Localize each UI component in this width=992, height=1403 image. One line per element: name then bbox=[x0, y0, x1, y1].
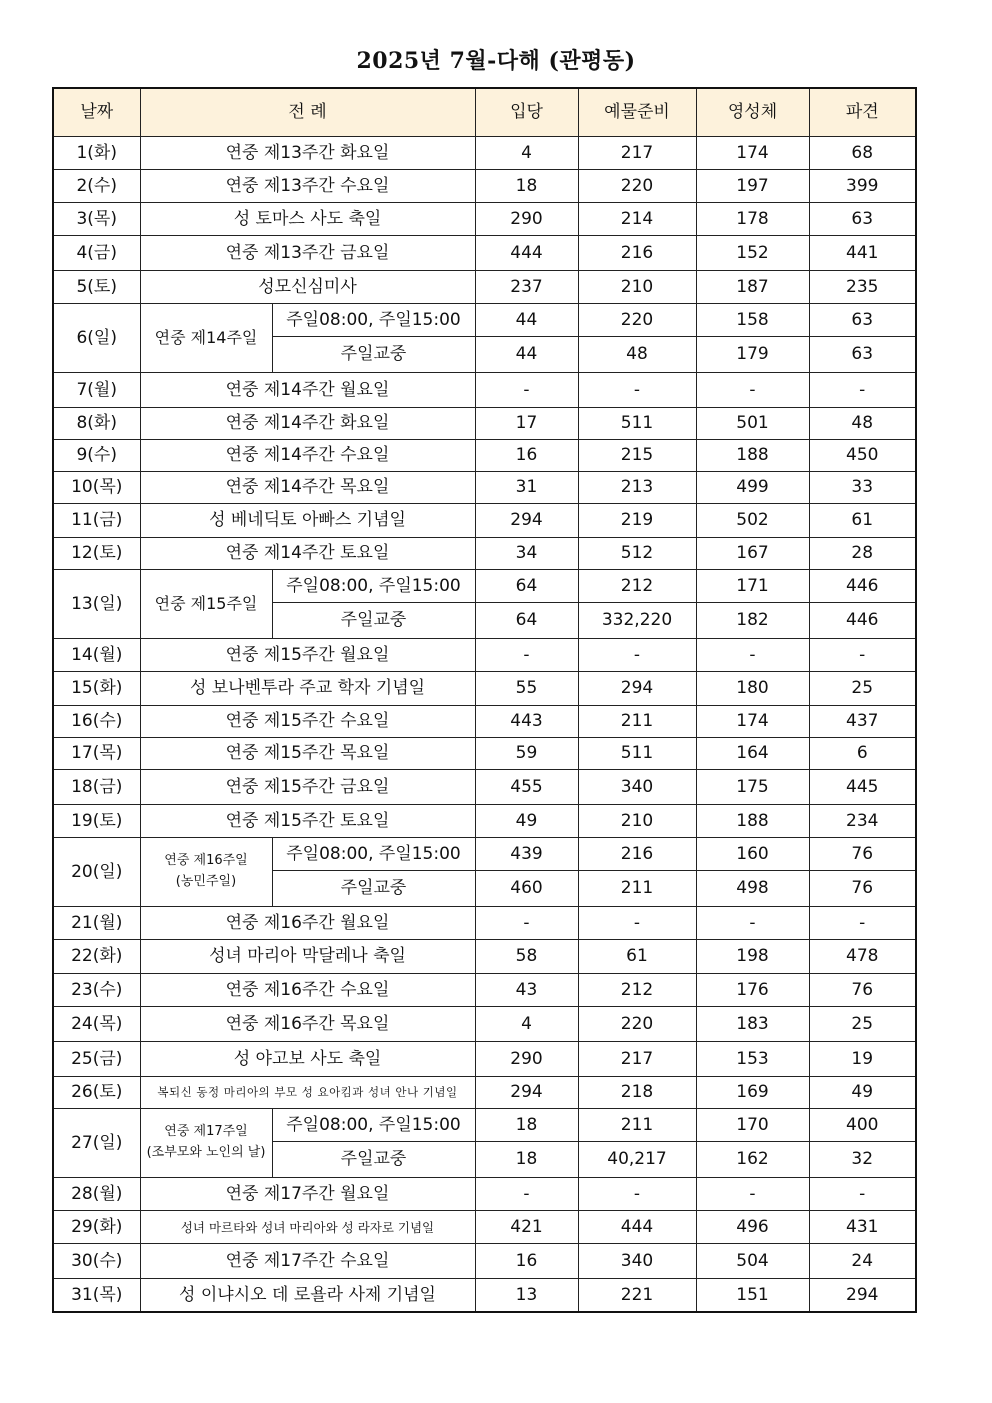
liturgy-name-cell: 연중 제16주간 월요일 bbox=[140, 907, 475, 940]
communion-cell: - bbox=[696, 1178, 809, 1211]
header-date: 날짜 bbox=[53, 88, 140, 137]
entrance-cell: 4 bbox=[475, 1007, 578, 1042]
offertory-cell: 220 bbox=[578, 304, 696, 337]
table-row bbox=[53, 1211, 916, 1244]
offertory-cell: 220 bbox=[578, 1007, 696, 1042]
offertory-cell: 211 bbox=[578, 706, 696, 738]
entrance-cell: 290 bbox=[475, 203, 578, 236]
date-cell: 20(일) bbox=[53, 838, 140, 907]
entrance-cell: 64 bbox=[475, 603, 578, 639]
communion-cell: 160 bbox=[696, 838, 809, 871]
offertory-cell: 294 bbox=[578, 672, 696, 706]
offertory-cell: 216 bbox=[578, 236, 696, 271]
offertory-cell: 210 bbox=[578, 271, 696, 304]
table-row bbox=[53, 271, 916, 304]
communion-cell: 197 bbox=[696, 170, 809, 203]
offertory-cell: 61 bbox=[578, 940, 696, 974]
entrance-cell: 237 bbox=[475, 271, 578, 304]
liturgy-name-cell: 성 이냐시오 데 로욜라 사제 기념일 bbox=[140, 1279, 475, 1312]
entrance-cell: 34 bbox=[475, 538, 578, 570]
communion-cell: 152 bbox=[696, 236, 809, 271]
communion-cell: - bbox=[696, 373, 809, 408]
table-row bbox=[53, 838, 916, 871]
date-cell: 4(금) bbox=[53, 236, 140, 271]
table-row bbox=[53, 408, 916, 440]
communion-cell: - bbox=[696, 907, 809, 940]
communion-cell: 170 bbox=[696, 1109, 809, 1142]
communion-cell: 496 bbox=[696, 1211, 809, 1244]
liturgy-name-cell: 연중 제16주간 목요일 bbox=[140, 1007, 475, 1042]
dismissal-cell: - bbox=[809, 639, 916, 672]
communion-cell: 182 bbox=[696, 603, 809, 639]
offertory-cell: 212 bbox=[578, 974, 696, 1007]
date-cell: 27(일) bbox=[53, 1109, 140, 1178]
entrance-cell: 444 bbox=[475, 236, 578, 271]
date-cell: 30(수) bbox=[53, 1244, 140, 1279]
entrance-cell: 49 bbox=[475, 805, 578, 838]
table-row bbox=[53, 738, 916, 770]
offertory-cell: - bbox=[578, 373, 696, 408]
dismissal-cell: 33 bbox=[809, 472, 916, 504]
offertory-cell: 221 bbox=[578, 1279, 696, 1312]
date-cell: 1(화) bbox=[53, 137, 140, 170]
dismissal-cell: 63 bbox=[809, 203, 916, 236]
dismissal-cell: 446 bbox=[809, 603, 916, 639]
dismissal-cell: 399 bbox=[809, 170, 916, 203]
dismissal-cell: - bbox=[809, 1178, 916, 1211]
offertory-cell: 48 bbox=[578, 337, 696, 373]
table-row bbox=[53, 570, 916, 603]
dismissal-cell: 234 bbox=[809, 805, 916, 838]
table-row bbox=[53, 472, 916, 504]
communion-cell: 164 bbox=[696, 738, 809, 770]
dismissal-cell: 6 bbox=[809, 738, 916, 770]
mass-time-cell: 주일교중 bbox=[272, 603, 475, 639]
date-cell: 16(수) bbox=[53, 706, 140, 738]
table-row bbox=[53, 236, 916, 271]
table-row bbox=[53, 373, 916, 408]
entrance-cell: 443 bbox=[475, 706, 578, 738]
entrance-cell: 44 bbox=[475, 304, 578, 337]
liturgy-name-cell: 성 베네딕토 아빠스 기념일 bbox=[140, 504, 475, 538]
sunday-name: 연중 제17주일 bbox=[164, 1124, 248, 1140]
table-row bbox=[53, 1077, 916, 1109]
offertory-cell: 211 bbox=[578, 871, 696, 907]
offertory-cell: 214 bbox=[578, 203, 696, 236]
table-row bbox=[53, 805, 916, 838]
date-cell: 24(목) bbox=[53, 1007, 140, 1042]
dismissal-cell: 28 bbox=[809, 538, 916, 570]
table-row bbox=[53, 538, 916, 570]
dismissal-cell: 294 bbox=[809, 1279, 916, 1312]
liturgy-name-cell: 연중 제13주간 수요일 bbox=[140, 170, 475, 203]
dismissal-cell: 63 bbox=[809, 337, 916, 373]
offertory-cell: - bbox=[578, 907, 696, 940]
sunday-subtitle: (농민주일) bbox=[175, 874, 237, 889]
offertory-cell: 40,217 bbox=[578, 1142, 696, 1178]
dismissal-cell: 48 bbox=[809, 408, 916, 440]
dismissal-cell: 400 bbox=[809, 1109, 916, 1142]
table-row bbox=[53, 639, 916, 672]
communion-cell: 498 bbox=[696, 871, 809, 907]
date-cell: 19(토) bbox=[53, 805, 140, 838]
sunday-name: 연중 제16주일 bbox=[164, 853, 248, 869]
entrance-cell: 59 bbox=[475, 738, 578, 770]
mass-time-cell: 주일교중 bbox=[272, 1142, 475, 1178]
date-cell: 26(토) bbox=[53, 1077, 140, 1109]
dismissal-cell: 446 bbox=[809, 570, 916, 603]
sunday-name-cell: 연중 제15주일 bbox=[140, 570, 272, 639]
communion-cell: 153 bbox=[696, 1042, 809, 1077]
communion-cell: 501 bbox=[696, 408, 809, 440]
entrance-cell: - bbox=[475, 907, 578, 940]
date-cell: 23(수) bbox=[53, 974, 140, 1007]
date-cell: 18(금) bbox=[53, 770, 140, 805]
communion-cell: 178 bbox=[696, 203, 809, 236]
entrance-cell: 43 bbox=[475, 974, 578, 1007]
sunday-subtitle: (조부모와 노인의 날) bbox=[146, 1145, 266, 1160]
liturgy-name-cell: 성모신심미사 bbox=[140, 271, 475, 304]
dismissal-cell: - bbox=[809, 907, 916, 940]
date-cell: 14(월) bbox=[53, 639, 140, 672]
dismissal-cell: 68 bbox=[809, 137, 916, 170]
dismissal-cell: 76 bbox=[809, 871, 916, 907]
header-communion: 영성체 bbox=[696, 88, 809, 137]
communion-cell: 174 bbox=[696, 137, 809, 170]
offertory-cell: 218 bbox=[578, 1077, 696, 1109]
date-cell: 13(일) bbox=[53, 570, 140, 639]
table-body bbox=[53, 137, 916, 1312]
offertory-cell: 210 bbox=[578, 805, 696, 838]
date-cell: 17(목) bbox=[53, 738, 140, 770]
table-row bbox=[53, 907, 916, 940]
date-cell: 6(일) bbox=[53, 304, 140, 373]
date-cell: 31(목) bbox=[53, 1279, 140, 1312]
sunday-name-cell bbox=[140, 838, 272, 907]
date-cell: 21(월) bbox=[53, 907, 140, 940]
communion-cell: 183 bbox=[696, 1007, 809, 1042]
offertory-cell: 511 bbox=[578, 738, 696, 770]
liturgy-name-cell: 연중 제15주간 금요일 bbox=[140, 770, 475, 805]
date-cell: 29(화) bbox=[53, 1211, 140, 1244]
offertory-cell: 220 bbox=[578, 170, 696, 203]
communion-cell: 174 bbox=[696, 706, 809, 738]
entrance-cell: 16 bbox=[475, 1244, 578, 1279]
communion-cell: 179 bbox=[696, 337, 809, 373]
entrance-cell: 18 bbox=[475, 1109, 578, 1142]
offertory-cell: 213 bbox=[578, 472, 696, 504]
liturgy-name-cell: 복되신 동정 마리아의 부모 성 요아킴과 성녀 안나 기념일 bbox=[140, 1077, 475, 1109]
page-title: 2025년 7월-다해 (관평동) bbox=[356, 48, 636, 74]
mass-time-cell: 주일08:00, 주일15:00 bbox=[272, 838, 475, 871]
liturgy-name-cell: 연중 제14주간 수요일 bbox=[140, 440, 475, 472]
date-cell: 5(토) bbox=[53, 271, 140, 304]
entrance-cell: 18 bbox=[475, 1142, 578, 1178]
entrance-cell: 44 bbox=[475, 337, 578, 373]
dismissal-cell: 32 bbox=[809, 1142, 916, 1178]
dismissal-cell: 76 bbox=[809, 838, 916, 871]
liturgy-name-cell: 연중 제15주간 토요일 bbox=[140, 805, 475, 838]
mass-time-cell: 주일교중 bbox=[272, 337, 475, 373]
entrance-cell: 290 bbox=[475, 1042, 578, 1077]
communion-cell: 502 bbox=[696, 504, 809, 538]
liturgy-name-cell: 성녀 마르타와 성녀 마리아와 성 라자로 기념일 bbox=[140, 1211, 475, 1244]
dismissal-cell: 441 bbox=[809, 236, 916, 271]
mass-time-cell: 주일교중 bbox=[272, 871, 475, 907]
offertory-cell: 332,220 bbox=[578, 603, 696, 639]
offertory-cell: 511 bbox=[578, 408, 696, 440]
liturgy-name-cell: 연중 제14주간 목요일 bbox=[140, 472, 475, 504]
table-row bbox=[53, 1244, 916, 1279]
offertory-cell: 219 bbox=[578, 504, 696, 538]
communion-cell: 158 bbox=[696, 304, 809, 337]
table-row bbox=[53, 1109, 916, 1142]
table-row bbox=[53, 440, 916, 472]
communion-cell: 188 bbox=[696, 805, 809, 838]
table-row bbox=[53, 770, 916, 805]
offertory-cell: - bbox=[578, 639, 696, 672]
offertory-cell: 340 bbox=[578, 770, 696, 805]
offertory-cell: 340 bbox=[578, 1244, 696, 1279]
date-cell: 15(화) bbox=[53, 672, 140, 706]
table-row bbox=[53, 1279, 916, 1312]
entrance-cell: 31 bbox=[475, 472, 578, 504]
header-dismissal: 파견 bbox=[809, 88, 916, 137]
table-row bbox=[53, 974, 916, 1007]
liturgy-name-cell: 연중 제17주간 월요일 bbox=[140, 1178, 475, 1211]
entrance-cell: 58 bbox=[475, 940, 578, 974]
dismissal-cell: 76 bbox=[809, 974, 916, 1007]
sunday-name-cell: 연중 제14주일 bbox=[140, 304, 272, 373]
dismissal-cell: 63 bbox=[809, 304, 916, 337]
date-cell: 8(화) bbox=[53, 408, 140, 440]
offertory-cell: 216 bbox=[578, 838, 696, 871]
entrance-cell: 294 bbox=[475, 504, 578, 538]
liturgy-name-cell: 성 보나벤투라 주교 학자 기념일 bbox=[140, 672, 475, 706]
liturgy-name-cell: 연중 제14주간 월요일 bbox=[140, 373, 475, 408]
table-row bbox=[53, 1042, 916, 1077]
header-entrance: 입당 bbox=[475, 88, 578, 137]
offertory-cell: - bbox=[578, 1178, 696, 1211]
liturgy-name-cell: 연중 제15주간 수요일 bbox=[140, 706, 475, 738]
liturgy-name-cell: 연중 제13주간 금요일 bbox=[140, 236, 475, 271]
communion-cell: 175 bbox=[696, 770, 809, 805]
header-liturgy: 전 례 bbox=[140, 88, 475, 137]
communion-cell: 188 bbox=[696, 440, 809, 472]
communion-cell: 171 bbox=[696, 570, 809, 603]
table-row bbox=[53, 672, 916, 706]
dismissal-cell: 450 bbox=[809, 440, 916, 472]
date-cell: 3(목) bbox=[53, 203, 140, 236]
date-cell: 12(토) bbox=[53, 538, 140, 570]
dismissal-cell: 61 bbox=[809, 504, 916, 538]
dismissal-cell: 25 bbox=[809, 1007, 916, 1042]
entrance-cell: 421 bbox=[475, 1211, 578, 1244]
mass-time-cell: 주일08:00, 주일15:00 bbox=[272, 1109, 475, 1142]
communion-cell: 504 bbox=[696, 1244, 809, 1279]
liturgy-name-cell: 연중 제14주간 화요일 bbox=[140, 408, 475, 440]
liturgy-name-cell: 연중 제13주간 화요일 bbox=[140, 137, 475, 170]
offertory-cell: 215 bbox=[578, 440, 696, 472]
table-row bbox=[53, 203, 916, 236]
offertory-cell: 512 bbox=[578, 538, 696, 570]
date-cell: 2(수) bbox=[53, 170, 140, 203]
date-cell: 28(월) bbox=[53, 1178, 140, 1211]
table-header-row bbox=[53, 88, 916, 137]
communion-cell: 167 bbox=[696, 538, 809, 570]
liturgy-name-cell: 연중 제14주간 토요일 bbox=[140, 538, 475, 570]
dismissal-cell: 478 bbox=[809, 940, 916, 974]
entrance-cell: 4 bbox=[475, 137, 578, 170]
date-cell: 7(월) bbox=[53, 373, 140, 408]
entrance-cell: 64 bbox=[475, 570, 578, 603]
date-cell: 22(화) bbox=[53, 940, 140, 974]
entrance-cell: 16 bbox=[475, 440, 578, 472]
entrance-cell: 18 bbox=[475, 170, 578, 203]
table-row bbox=[53, 940, 916, 974]
communion-cell: 169 bbox=[696, 1077, 809, 1109]
dismissal-cell: 437 bbox=[809, 706, 916, 738]
entrance-cell: 439 bbox=[475, 838, 578, 871]
communion-cell: - bbox=[696, 639, 809, 672]
liturgy-name-cell: 연중 제17주간 수요일 bbox=[140, 1244, 475, 1279]
liturgy-name-cell: 성 야고보 사도 축일 bbox=[140, 1042, 475, 1077]
offertory-cell: 444 bbox=[578, 1211, 696, 1244]
dismissal-cell: 24 bbox=[809, 1244, 916, 1279]
offertory-cell: 217 bbox=[578, 1042, 696, 1077]
dismissal-cell: - bbox=[809, 373, 916, 408]
date-cell: 25(금) bbox=[53, 1042, 140, 1077]
table-row bbox=[53, 1007, 916, 1042]
entrance-cell: 460 bbox=[475, 871, 578, 907]
date-cell: 10(목) bbox=[53, 472, 140, 504]
table-row bbox=[53, 1178, 916, 1211]
communion-cell: 187 bbox=[696, 271, 809, 304]
table-row bbox=[53, 170, 916, 203]
liturgy-name-cell: 연중 제15주간 월요일 bbox=[140, 639, 475, 672]
liturgy-name-cell: 성 토마스 사도 축일 bbox=[140, 203, 475, 236]
communion-cell: 176 bbox=[696, 974, 809, 1007]
entrance-cell: 455 bbox=[475, 770, 578, 805]
entrance-cell: 55 bbox=[475, 672, 578, 706]
communion-cell: 198 bbox=[696, 940, 809, 974]
communion-cell: 162 bbox=[696, 1142, 809, 1178]
communion-cell: 180 bbox=[696, 672, 809, 706]
dismissal-cell: 25 bbox=[809, 672, 916, 706]
dismissal-cell: 19 bbox=[809, 1042, 916, 1077]
dismissal-cell: 431 bbox=[809, 1211, 916, 1244]
entrance-cell: 13 bbox=[475, 1279, 578, 1312]
header-offertory: 예물준비 bbox=[578, 88, 696, 137]
offertory-cell: 211 bbox=[578, 1109, 696, 1142]
liturgy-name-cell: 연중 제16주간 수요일 bbox=[140, 974, 475, 1007]
table-row bbox=[53, 504, 916, 538]
liturgy-schedule-table bbox=[52, 87, 917, 1313]
communion-cell: 151 bbox=[696, 1279, 809, 1312]
communion-cell: 499 bbox=[696, 472, 809, 504]
liturgy-name-cell: 성녀 마리아 막달레나 축일 bbox=[140, 940, 475, 974]
entrance-cell: 294 bbox=[475, 1077, 578, 1109]
dismissal-cell: 49 bbox=[809, 1077, 916, 1109]
table-row bbox=[53, 137, 916, 170]
entrance-cell: - bbox=[475, 639, 578, 672]
date-cell: 9(수) bbox=[53, 440, 140, 472]
entrance-cell: 17 bbox=[475, 408, 578, 440]
date-cell: 11(금) bbox=[53, 504, 140, 538]
mass-time-cell: 주일08:00, 주일15:00 bbox=[272, 570, 475, 603]
offertory-cell: 212 bbox=[578, 570, 696, 603]
mass-time-cell: 주일08:00, 주일15:00 bbox=[272, 304, 475, 337]
offertory-cell: 217 bbox=[578, 137, 696, 170]
liturgy-name-cell: 연중 제15주간 목요일 bbox=[140, 738, 475, 770]
entrance-cell: - bbox=[475, 1178, 578, 1211]
dismissal-cell: 235 bbox=[809, 271, 916, 304]
table-row bbox=[53, 706, 916, 738]
table-row bbox=[53, 304, 916, 337]
sunday-name-cell bbox=[140, 1109, 272, 1178]
dismissal-cell: 445 bbox=[809, 770, 916, 805]
entrance-cell: - bbox=[475, 373, 578, 408]
